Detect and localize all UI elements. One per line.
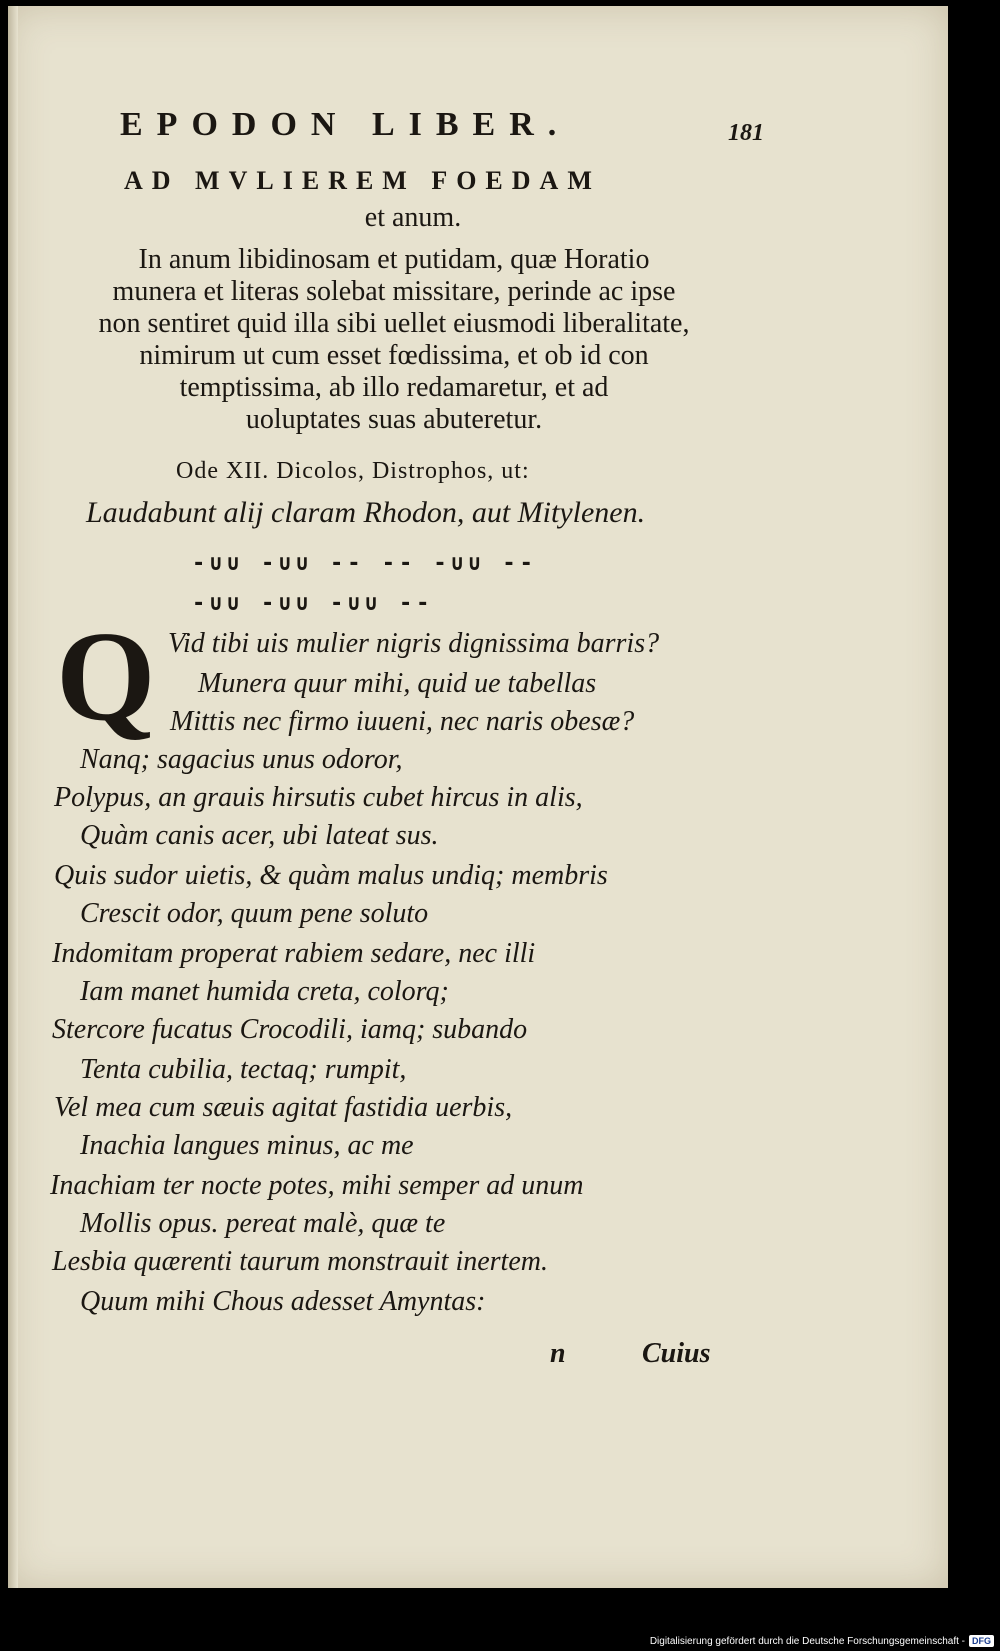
book-page [8,6,948,1588]
verse-line: Mittis nec firmo iuueni, nec naris obesæ? [170,706,635,737]
page-number: 181 [728,120,764,146]
verse-line: Quis sudor uietis, & quàm malus undiq; membris [54,860,608,891]
argument-line: nimirum ut cum esset fœdissima, et ob id con [139,340,649,371]
verse-line: Quàm canis acer, ubi lateat sus. [80,820,439,851]
argument-line: uoluptates suas abuteretur. [245,404,543,435]
page-content [8,6,948,1588]
digitization-credit [650,1635,994,1647]
poem-title-line-2: et anum. [364,202,462,233]
verse-line: Quum mihi Chous adesset Amyntas: [80,1286,486,1317]
catchword: Cuius [642,1338,711,1369]
verse-line: Indomitam properat rabiem sedare, nec illi [52,938,536,969]
poem-title-line-1: AD MVLIEREM FOEDAM [124,166,601,195]
argument-paragraph [44,244,744,436]
verse-line: Inachiam ter nocte potes, mihi semper ad unum [50,1170,584,1201]
verse-line: Lesbia quærenti taurum monstrauit inertem. [52,1246,548,1277]
verse-line: Crescit odor, quum pene soluto [80,898,429,929]
signature-mark: n [550,1338,566,1369]
running-head: EPODON LIBER. [120,106,571,143]
credit-text: Digitalisierung gefördert durch die Deutsche Forschungsgemeinschaft - [649,1635,965,1647]
verse-line: Inachia langues minus, ac me [80,1130,414,1161]
meter-scheme-line: -∪∪ -∪∪ -- -- -∪∪ -- [192,551,537,576]
meter-scheme-line: -∪∪ -∪∪ -∪∪ -- [192,591,434,616]
drop-cap-initial: Q [56,605,156,747]
verse-line: Mollis opus. pereat malè, quæ te [80,1208,446,1239]
verse-line: Munera quur mihi, quid ue tabellas [198,668,597,699]
verse-line: Stercore fucatus Crocodili, iamq; subando [52,1014,528,1045]
verse-line: Tenta cubilia, tectaq; rumpit, [80,1054,407,1085]
argument-line: In anum libidinosam et putidam, quæ Horatio [138,244,650,275]
argument-line: non sentiret quid illa sibi uellet eiusmodi liberalitate, [98,308,690,339]
verse-line: Iam manet humida creta, colorq; [80,976,449,1007]
verse-line: Nanq; sagacius unus odoror, [80,744,403,775]
dfg-logo: DFG [969,1635,994,1647]
ode-heading: Ode XII. Dicolos, Distrophos, ut: [176,458,530,484]
metrical-example: Laudabunt alij claram Rhodon, aut Mitylenen. [86,496,646,529]
argument-line: temptissima, ab illo redamaretur, et ad [179,372,609,403]
verse-line: Vid tibi uis mulier nigris dignissima barris? [168,628,660,659]
verse-line: Vel mea cum sæuis agitat fastidia uerbis, [54,1092,513,1123]
argument-line: munera et literas solebat missitare, perinde ac ipse [112,276,676,307]
verse-line: Polypus, an grauis hirsutis cubet hircus in alis, [54,782,583,813]
